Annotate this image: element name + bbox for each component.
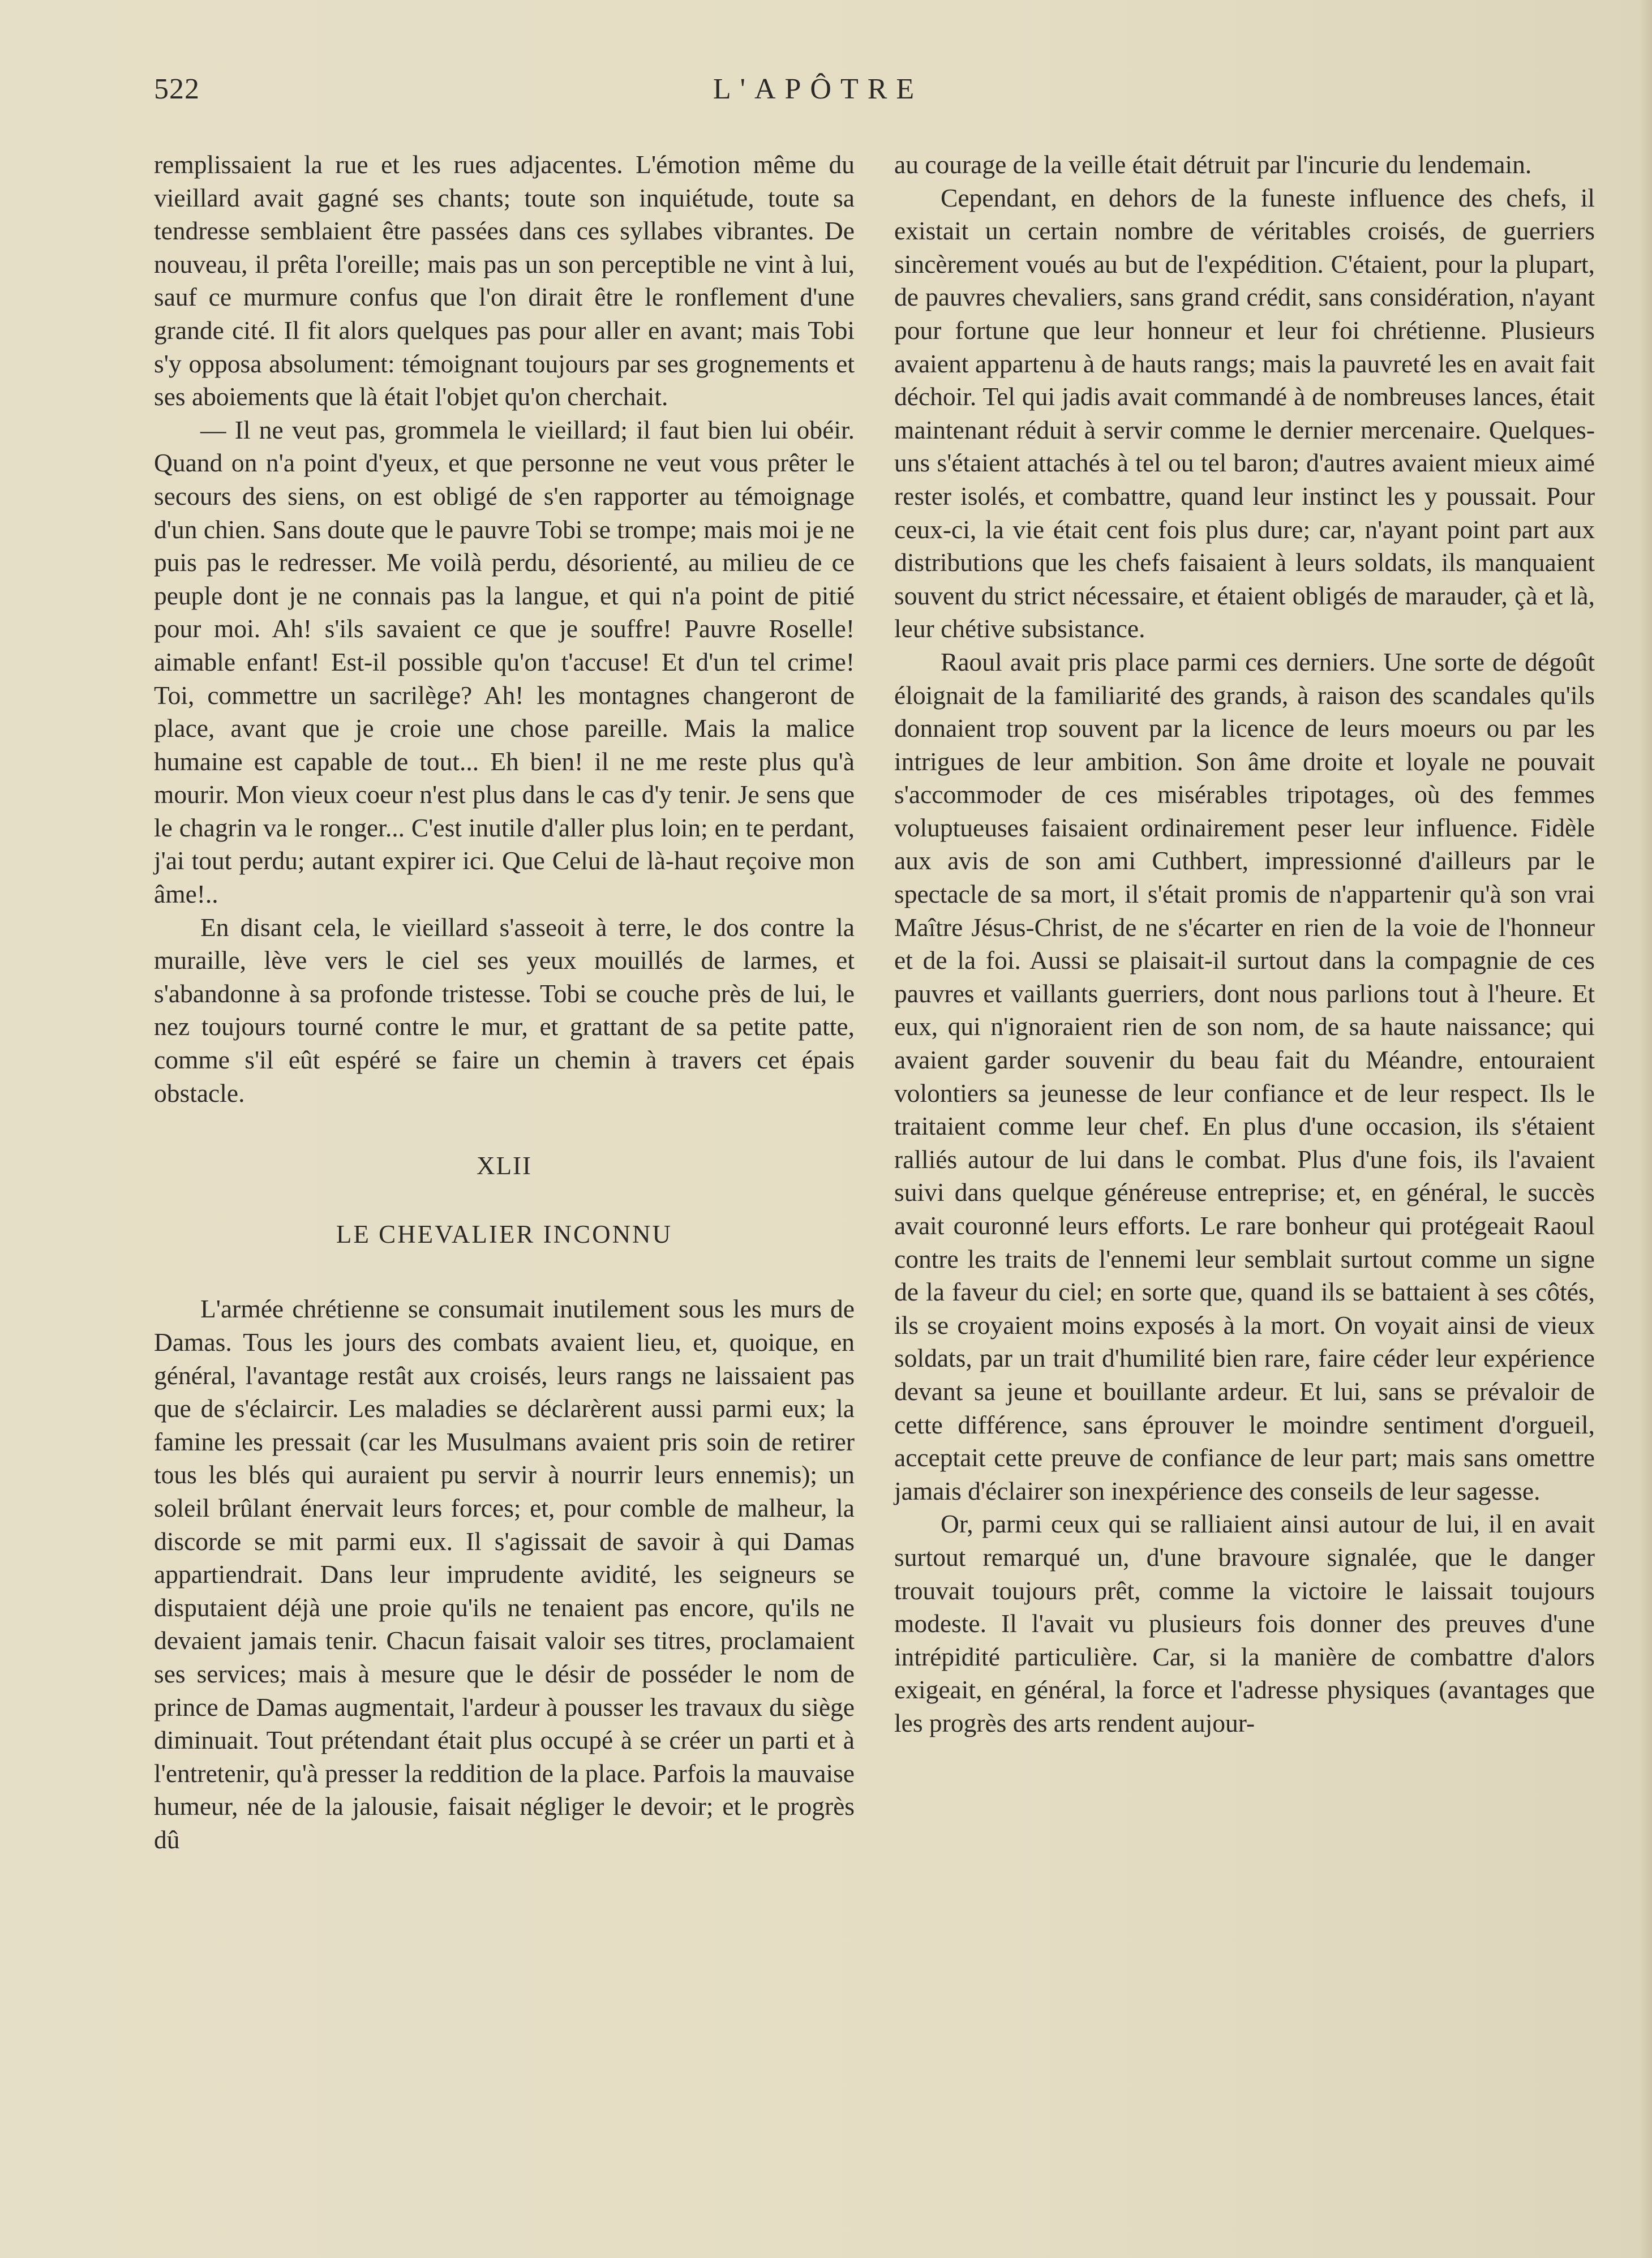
running-title: L'APÔTRE — [713, 73, 924, 105]
right-column — [894, 148, 1595, 1740]
paragraph: remplissaient la rue et les rues adjacentes. L'émotion même du vieillard avait gagné ses chants; toute son inquiétude, toute sa tendresse semblaient être passées dans ces syllabes vibrantes. De nouveau, il prêta l'oreille; mais pas un son perceptible ne vint à lui, sauf ce murmure confus que l'on dirait être le ronflement d'une grande cité. Il fit alors quelques pas pour aller en avant; mais Tobi s'y opposa absolument: témoignant toujours par ses grognements et ses aboiements que là était l'objet qu'on cherchait. — [154, 150, 855, 411]
paragraph: Cependant, en dehors de la funeste influence des chefs, il existait un certain nombre de véritables croisés, de guerriers sincèrement voués au but de l'expédition. C'étaient, pour la plupart, de pauvres chevaliers, sans grand crédit, sans considération, n'ayant pour fortune que leur honneur et leur foi chrétienne. Plusieurs avaient appartenu à de hauts rangs; mais la pauvreté les en avait fait déchoir. Tel qui jadis avait commandé à de nombreuses lances, était maintenant réduit à servir comme le dernier mercenaire. Quelques-uns s'étaient attachés à tel ou tel baron; d'autres avaient mieux aimé rester isolés, et combattre, quand leur instinct les y poussait. Pour ceux-ci, la vie était cent fois plus dure; car, n'ayant point part aux distributions que les chefs faisaient à leurs soldats, ils manquaient souvent du strict nécessaire, et étaient obligés de marauder, çà et là, leur chétive subsistance. — [894, 183, 1595, 643]
paragraph: Raoul avait pris place parmi ces derniers. Une sorte de dégoût éloignait de la familiarité des grands, à raison des scandales qu'ils donnaient trop souvent par la licence de leurs moeurs ou par les intrigues de leur ambition. Son âme droite et loyale ne pouvait s'accommoder de ces misérables tripotages, où des femmes voluptueuses faisaient ordinairement peser leur influence. Fidèle aux avis de son ami Cuthbert, impressionné d'ailleurs par le spectacle de sa mort, il s'était promis de n'appartenir qu'à son vrai Maître Jésus-Christ, de ne s'écarter en rien de la voie de l'honneur et de la foi. Aussi se plaisait-il surtout dans la compagnie de ces pauvres et vaillants guerriers, dont nous parlions tout à l'heure. Et eux, qui n'ignoraient rien de son nom, de sa haute naissance; qui avaient garder souvenir du beau fait du Méandre, entouraient volontiers sa jeunesse de leur confiance et de leur respect. Ils le traitaient comme leur chef. En plus d'une occasion, ils s'étaient ralliés autour de lui dans le combat. Plus d'une fois, ils l'avaient suivi dans quelque généreuse entreprise; et, en général, le succès avait couronné leurs efforts. Le rare bonheur qui protégeait Raoul contre les traits de l'ennemi leur semblait surtout comme un signe de la faveur du ciel; en sorte que, quand ils se battaient à ses côtés, ils se croyaient moins exposés à la mort. On voyait ainsi de vieux soldats, par un trait d'humilité bien rare, faire céder leur expérience devant sa jeune et bouillante ardeur. Et lui, sans se prévaloir de cette différence, sans éprouver le moindre sentiment d'orgueil, acceptait cette preuve de confiance de leur part; mais sans omettre jamais d'éclairer son inexpérience des conseils de leur sagesse. — [894, 647, 1595, 1505]
paragraph: au courage de la veille était détruit par l'incurie du lendemain. — [894, 150, 1532, 179]
left-column — [154, 148, 855, 1857]
chapter-number: XLII — [477, 1152, 532, 1180]
page-edge-shadow — [1640, 0, 1652, 2258]
paragraph: L'armée chrétienne se consumait inutilement sous les murs de Damas. Tous les jours des combats avaient lieu, et, quoique, en général, l'avantage restât aux croisés, leurs rangs ne laissaient pas que de s'éclaircir. Les maladies se déclarèrent aussi parmi eux; la famine les pressait (car les Musulmans avaient pris soin de retirer tous les blés qui auraient pu servir à nourrir leurs ennemis); un soleil brûlant énervait leurs forces; et, pour comble de malheur, la discorde se mit parmi eux. Il s'agissait de savoir à qui Damas appartiendrait. Dans leur imprudente avidité, les seigneurs se disputaient déjà une proie qu'ils ne tenaient pas encore, qu'ils ne devaient jamais tenir. Chacun faisait valoir ses titres, proclamaient ses services; mais à mesure que le désir de posséder le nom de prince de Damas augmentait, l'ardeur à pousser les travaux du siège diminuait. Tout prétendant était plus occupé à se créer un parti et à l'entretenir, qu'à presser la reddition de la place. Parfois la mauvaise humeur, née de la jalousie, faisait négliger le devoir; et le progrès dû — [154, 1294, 855, 1854]
page-number: 522 — [154, 73, 200, 105]
running-head — [154, 72, 1482, 112]
chapter-title: LE CHEVALIER INCONNU — [336, 1220, 673, 1248]
paragraph: — Il ne veut pas, grommela le vieillard; il faut bien lui obéir. Quand on n'a point d'yeux, et que personne ne veut vous prêter le secours des siens, on est obligé de s'en rapporter au témoignage d'un chien. Sans doute que le pauvre Tobi se trompe; mais moi je ne puis pas le redresser. Me voilà perdu, désorienté, au milieu de ce peuple dont je ne connais pas la langue, et qui n'a point de pitié pour moi. Ah! s'ils savaient ce que je souffre! Pauvre Roselle! aimable enfant! Est-il possible qu'on t'accuse! Et d'un tel crime! Toi, commettre un sacrilège? Ah! les montagnes changeront de place, avant que je croie une chose pareille. Mais la malice humaine est capable de tout... Eh bien! il ne me reste plus qu'à mourir. Mon vieux coeur n'est plus dans le cas d'y tenir. Je sens que le chagrin va le ronger... C'est inutile d'aller plus loin; en te perdant, j'ai tout perdu; autant expirer ici. Que Celui de là-haut reçoive mon âme!.. — [154, 415, 855, 909]
paragraph: Or, parmi ceux qui se ralliaient ainsi autour de lui, il en avait surtout remarqué un, d'une bravoure signalée, que le danger trouvait toujours prêt, comme la victoire le laissait toujours modeste. Il l'avait vu plusieurs fois donner des preuves d'une intrépidité particulière. Car, si la manière de combattre d'alors exigeait, en général, la force et l'adresse physiques (avantages que les progrès des arts rendent aujour- — [894, 1509, 1595, 1737]
paragraph: En disant cela, le vieillard s'asseoit à terre, le dos contre la muraille, lève vers le ciel ses yeux mouillés de larmes, et s'abandonne à sa profonde tristesse. Tobi se couche près de lui, le nez toujours tourné contre le mur, et grattant de sa petite patte, comme s'il eût espéré se faire un chemin à travers cet épais obstacle. — [154, 912, 855, 1107]
